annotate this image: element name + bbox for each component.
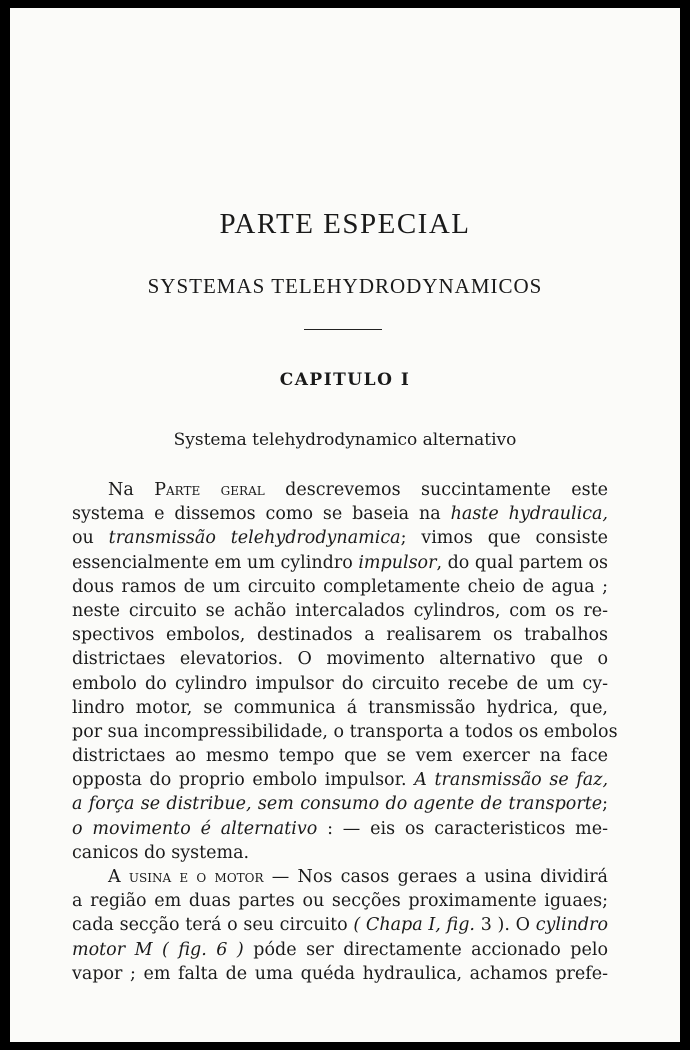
text-line: essencialmente em um cylindro impulsor, do qual partem os [72,552,609,573]
part-title: PARTE ESPECIAL [219,208,471,240]
text-line: spectivos embolos, destinados a realisarem os trabalhos [72,625,608,646]
text-line: A usina e o motor — Nos casos geraes a usina dividirá [108,867,608,887]
text-line: motor M ( fig. 6 ) póde ser directamente accionado pelo [72,939,608,960]
text-line: Na Parte geral descrevemos succintamente este [108,480,608,500]
text-line: ou transmissão telehydrodynamica; vimos que consiste [72,528,608,549]
text-line: districtaes elevatorios. O movimento alternativo que o [72,649,608,670]
body-text [72,478,618,986]
text-line: o movimento é alternativo : — eis os caracteristicos me- [72,818,608,839]
book-page [10,8,680,1042]
text-line: systema e dissemos como se baseia na haste hydraulica, [72,504,608,525]
text-line: neste circuito se achão intercalados cylindros, com os re- [72,600,608,621]
text-line: vapor ; em falta de uma quéda hydraulica, achamos prefe- [72,963,608,984]
text-line: a força se distribue, sem consumo do agente de transporte; [72,794,608,815]
text-line: por sua incompressibilidade, o transporta a todos os embolos [72,721,618,742]
text-line: districtaes ao mesmo tempo que se vem exercer na face [72,746,608,767]
text-line: lindro motor, se communica á transmissão hydrica, que, [72,697,608,718]
text-line: cada secção terá o seu circuito ( Chapa I, fig. 3 ). O cylindro [72,915,608,936]
text-line: opposta do proprio embolo impulsor. A transmissão se faz, [72,770,609,791]
section-heading: Systema telehydrodynamico alternativo [173,430,517,450]
text-line: canicos do systema. [72,842,250,863]
chapter-heading: CAPITULO I [279,370,411,390]
text-line: embolo do cylindro impulsor do circuito recebe de um cy- [72,673,608,694]
part-subtitle: SYSTEMAS TELEHYDRODYNAMICOS [147,274,543,298]
divider-rule [304,329,382,330]
text-line: a região em duas partes ou secções proximamente iguaes; [72,891,608,912]
text-line: dous ramos de um circuito completamente cheio de agua ; [72,576,608,597]
